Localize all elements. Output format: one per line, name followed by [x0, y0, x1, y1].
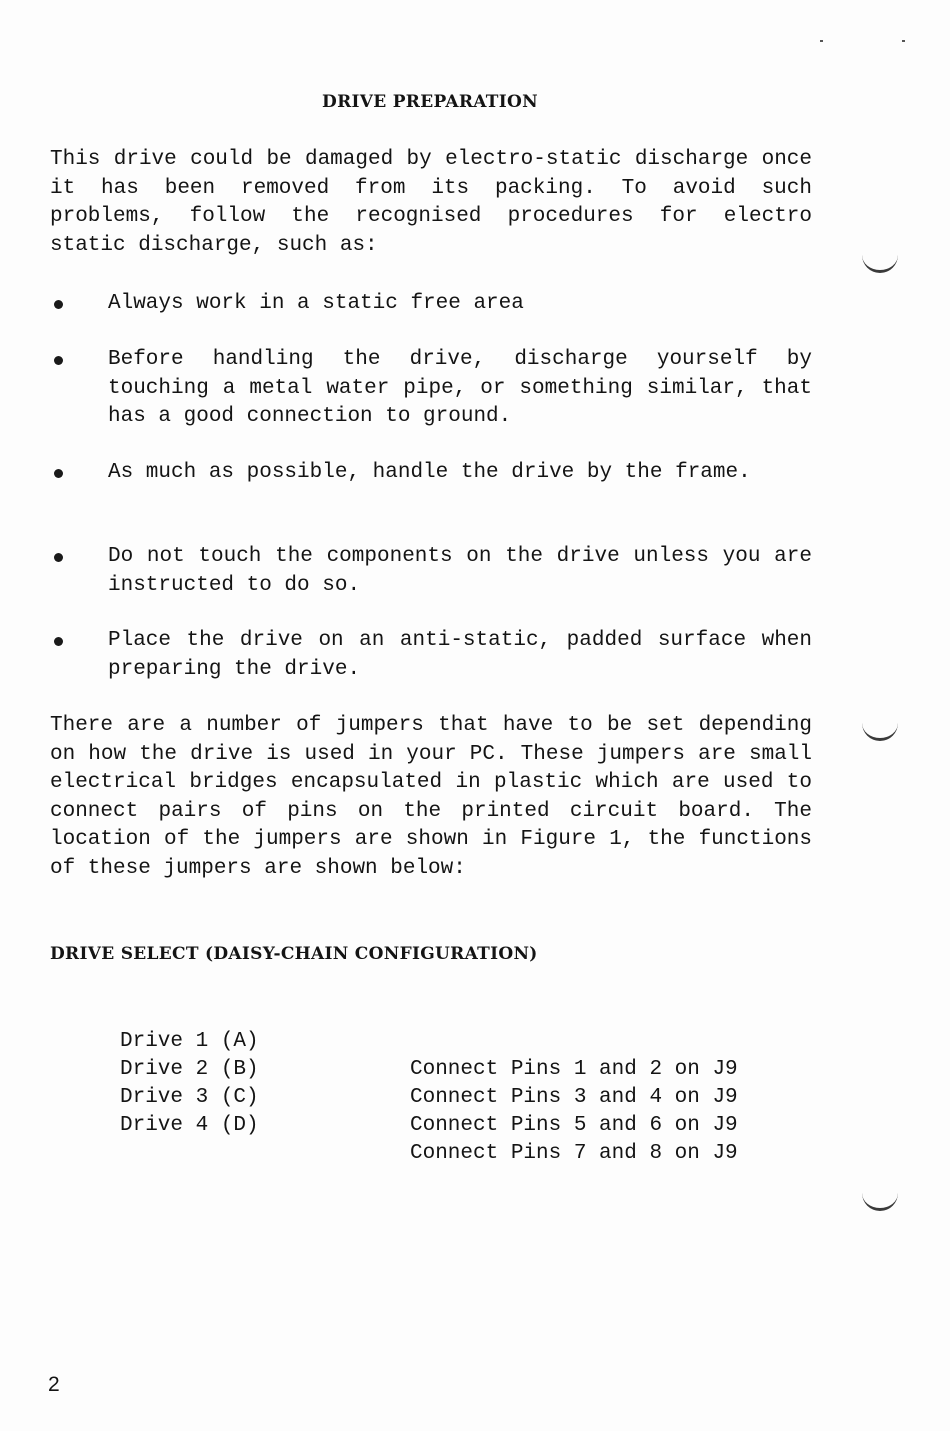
drive-select-heading: DRIVE SELECT (DAISY-CHAIN CONFIGURATION): [50, 944, 538, 964]
list-item-text: Place the drive on an anti-static, padded surface when preparing the drive.: [108, 629, 812, 681]
jumper-setting: Connect Pins 3 and 4 on J9: [410, 1086, 738, 1109]
scan-speck: [902, 40, 905, 42]
jumper-setting: Connect Pins 5 and 6 on J9: [410, 1114, 738, 1137]
bullet-icon: [54, 553, 63, 562]
drive-select-table: [120, 1000, 738, 1165]
jumper-setting: Connect Pins 7 and 8 on J9: [410, 1142, 738, 1165]
list-item-text: Do not touch the components on the drive unless you are instructed to do so.: [108, 545, 812, 597]
list-item-text: Before handling the drive, discharge yourself by touching a metal water pipe, or something similar, that has a good connection to ground.: [108, 348, 812, 429]
binder-hole-mark: [862, 248, 898, 273]
drive-label: Drive 4 (D): [120, 1114, 259, 1137]
jumper-setting: Connect Pins 1 and 2 on J9: [410, 1058, 738, 1081]
binder-hole-mark: [862, 1186, 898, 1211]
bullet-icon: [54, 637, 63, 646]
intro-paragraph: This drive could be damaged by electro-static discharge once it has been removed from its packing. To avoid such problems, follow the recognised procedures for electro static discharge, such as:: [50, 148, 812, 257]
jumpers-paragraph: There are a number of jumpers that have to be set depending on how the drive is used in your PC. These jumpers are small electrical bridges encapsulated in plastic which are used to connect pairs of pins on the printed circuit board. The location of the jumpers are shown in Figure 1, the functions of these jumpers are shown below:: [50, 714, 812, 880]
list-item-text: As much as possible, handle the drive by the frame.: [108, 461, 751, 484]
binder-hole-mark: [862, 716, 898, 741]
page-title: DRIVE PREPARATION: [322, 92, 538, 112]
drive-label: Drive 1 (A): [120, 1030, 259, 1053]
drive-label: Drive 2 (B): [120, 1058, 259, 1081]
bullet-icon: [54, 356, 63, 365]
drive-label: Drive 3 (C): [120, 1086, 259, 1109]
list-item-text: Always work in a static free area: [108, 292, 524, 315]
bullet-icon: [54, 469, 63, 478]
scan-speck: [820, 40, 823, 42]
bullet-icon: [54, 300, 63, 309]
page-number: 2: [48, 1373, 60, 1396]
